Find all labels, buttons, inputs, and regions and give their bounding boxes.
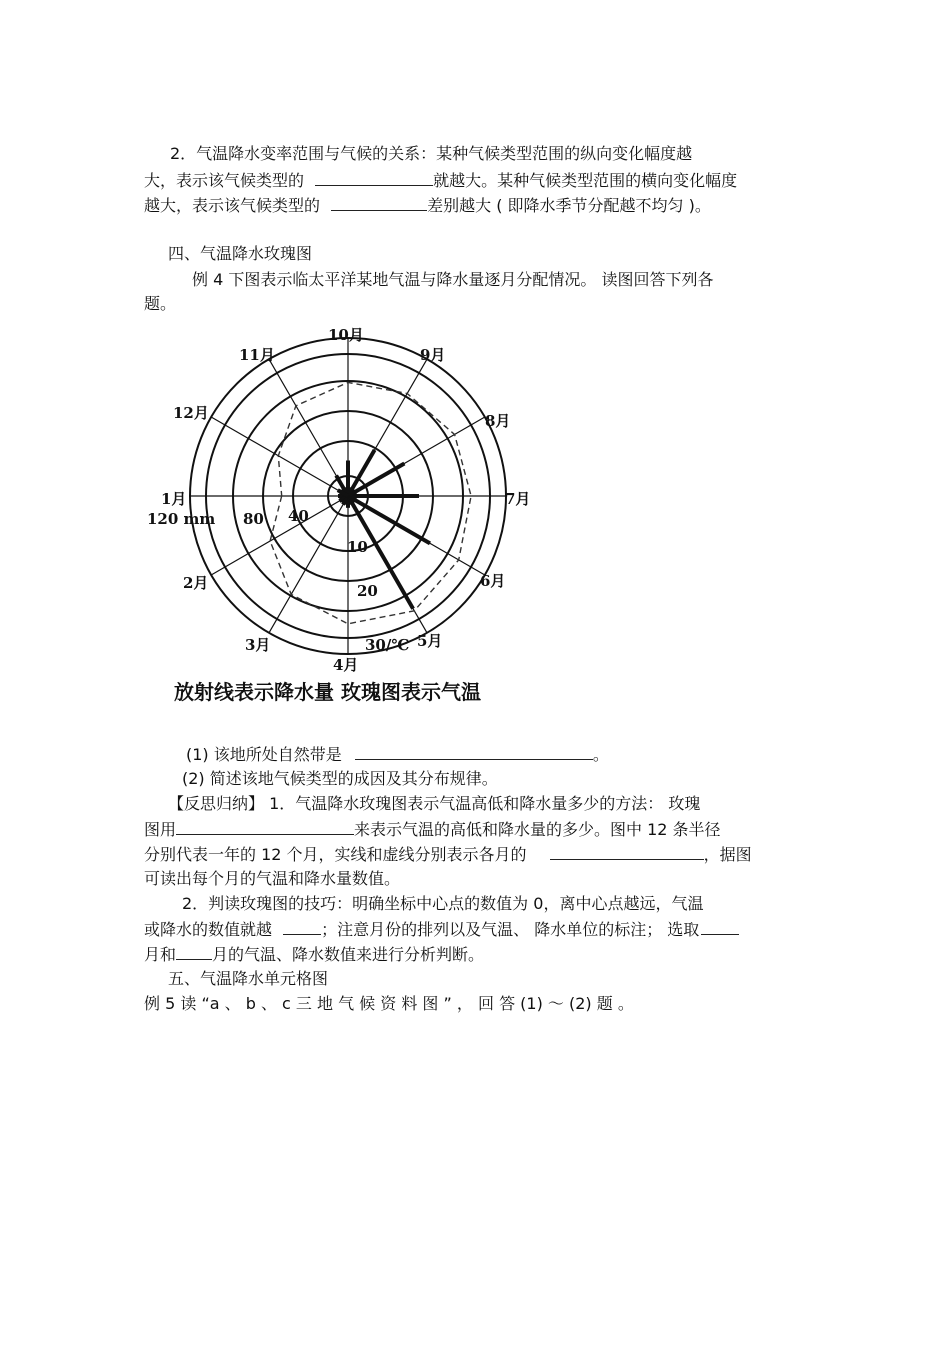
month-label-9月: 9月	[420, 346, 446, 364]
q1-text: (1) 该地所处自然带是	[186, 745, 342, 764]
q1-blank[interactable]	[355, 744, 593, 760]
spoke-12月	[211, 417, 348, 496]
item2-line3a: 越大，表示该气候类型的	[144, 196, 321, 215]
month-label-12月: 12月	[173, 404, 209, 422]
reflect-line3	[144, 844, 950, 865]
reflect-line1: 【反思归纳】 1．气温降水玫瑰图表示气温高低和降水量多少的方法： 玫瑰	[168, 794, 701, 813]
tip-line3b: 月的气温、降水数值来进行分析判断。	[212, 945, 485, 964]
month-label-8月: 8月	[485, 412, 511, 430]
reflect-line4: 可读出每个月的气温和降水量数值。	[144, 869, 401, 888]
q1-line	[186, 744, 950, 765]
example4-line1: 例 4 下图表示临太平洋某地气温与降水量逐月分配情况。 读图回答下列各	[192, 270, 714, 289]
blank-2[interactable]	[331, 195, 427, 211]
tip-line2	[144, 919, 950, 940]
spoke-11月	[269, 359, 348, 496]
item2-line1: 2．气温降水变率范围与气候的关系：某种气候类型范围的纵向变化幅度越	[170, 144, 693, 163]
month-label-11月: 11月	[239, 346, 275, 364]
q1-end: 。	[592, 745, 609, 764]
reflect-line3b: ，据图	[703, 845, 752, 864]
tip-line1: 2．判读玫瑰图的技巧：明确坐标中心点的数值为 0，离中心点越远，气温	[182, 894, 704, 913]
tip-line2b: ；注意月份的排列以及气温、 降水单位的标注； 选取	[321, 920, 700, 939]
temp-scale-label-3: 30/℃	[365, 636, 410, 654]
month-label-2月: 2月	[183, 574, 209, 592]
item2-line2a: 大，表示该气候类型的	[144, 171, 305, 190]
blank-3[interactable]	[176, 819, 354, 835]
precip-scale-label-1: 40	[288, 507, 309, 525]
precip-scale-label-3: 120 mm	[147, 510, 216, 528]
example4-line2: 题。	[144, 294, 177, 313]
rose-chart	[135, 318, 555, 716]
month-label-10月: 10月	[328, 326, 364, 344]
example5-line: 例 5 读 “a 、 b 、 c 三 地 气 候 资 料 图 ” ， 回 答 (1) ～ (2) 题 。	[144, 994, 634, 1013]
reflect-line3a: 分别代表一年的 12 个月，实线和虚线分别表示各月的	[144, 845, 527, 864]
month-label-3月: 3月	[245, 636, 271, 654]
month-label-5月: 5月	[417, 632, 443, 650]
tip-line2a: 或降水的数值就越	[144, 920, 273, 939]
blank-4[interactable]	[550, 844, 704, 860]
blank-5[interactable]	[283, 919, 321, 935]
month-label-6月: 6月	[480, 572, 506, 590]
item2-line3	[144, 195, 950, 216]
item2-line2	[144, 170, 950, 191]
blank-7[interactable]	[176, 944, 212, 960]
blank-1[interactable]	[315, 170, 433, 186]
temp-scale-label-1: 10	[347, 538, 368, 556]
month-label-7月: 7月	[505, 490, 531, 508]
item2-line3b: 差别越大 ( 即降水季节分配越不均匀 )。	[427, 196, 711, 215]
tip-line3	[144, 944, 950, 965]
reflect-line2	[144, 819, 950, 840]
q2-line: (2) 简述该地气候类型的成因及其分布规律。	[182, 769, 498, 788]
item2-line2b: 就越大。某种气候类型范围的横向变化幅度	[433, 171, 738, 190]
blank-6[interactable]	[701, 919, 739, 935]
section4-heading: 四、气温降水玫瑰图	[168, 244, 313, 263]
temp-scale-label-2: 20	[357, 582, 378, 600]
rose-chart-svg	[135, 318, 555, 716]
chart-caption: 放射线表示降水量 玫瑰图表示气温	[174, 680, 481, 704]
precip-scale-label-2: 80	[243, 510, 264, 528]
tip-line3a: 月和	[144, 945, 177, 964]
section5-heading: 五、气温降水单元格图	[168, 969, 329, 988]
month-label-4月: 4月	[333, 656, 359, 674]
reflect-line2b: 来表示气温的高低和降水量的多少。图中 12 条半径	[354, 820, 721, 839]
month-label-1月: 1月	[161, 490, 187, 508]
reflect-line2a: 图用	[144, 820, 177, 839]
